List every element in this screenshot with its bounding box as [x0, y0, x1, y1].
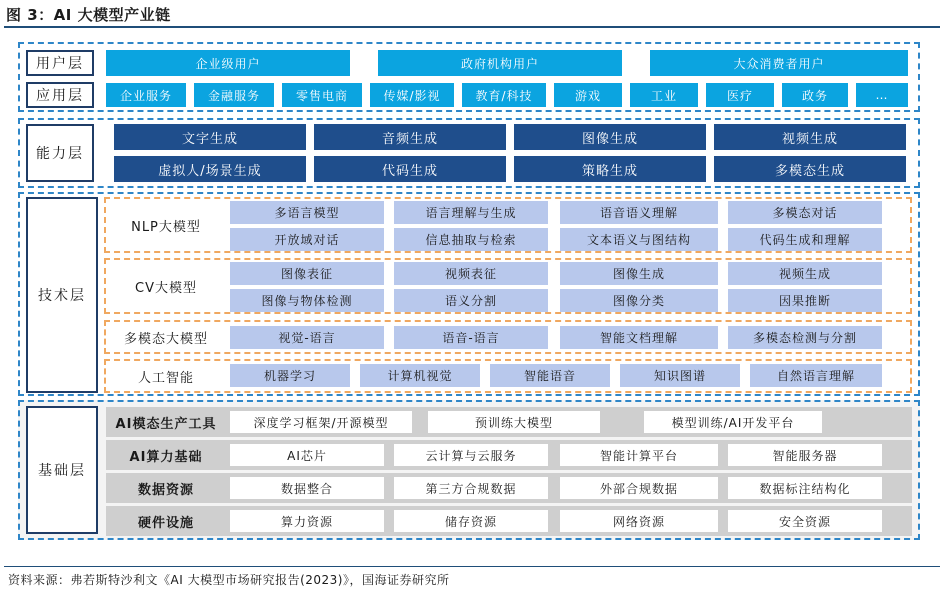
nlp-item: 语言理解与生成: [394, 201, 548, 224]
capability-item: 图像生成: [514, 124, 706, 150]
user-item: 政府机构用户: [378, 50, 622, 76]
app-item: 医疗: [706, 83, 774, 107]
cv-item: 视频表征: [394, 262, 548, 285]
compute-band-label: AI算力基础: [129, 449, 203, 465]
multimodal-group-label: 多模态大模型: [123, 331, 208, 347]
capability-item: 音频生成: [314, 124, 506, 150]
data-band-label: 数据资源: [137, 482, 194, 498]
compute-item: 智能计算平台: [560, 444, 718, 466]
base-layer-label: 基础层: [26, 406, 98, 534]
nlp-group-label: NLP大模型: [131, 219, 201, 235]
capability-item: 策略生成: [514, 156, 706, 182]
ai-group-label: 人工智能: [137, 370, 194, 386]
capability-layer-label: 能力层: [26, 124, 94, 182]
nlp-item: 开放域对话: [230, 228, 384, 251]
data-item: 数据标注结构化: [728, 477, 882, 499]
cv-item: 图像表征: [230, 262, 384, 285]
source-divider: [4, 566, 940, 567]
ai-item: 机器学习: [230, 364, 350, 387]
capability-item: 虚拟人/场景生成: [114, 156, 306, 182]
cv-group-label: CV大模型: [135, 280, 197, 296]
nlp-item: 多语言模型: [230, 201, 384, 224]
ai-item: 智能语音: [490, 364, 610, 387]
source-note: 资料来源：弗若斯特沙利文《AI 大模型市场研究报告(2023)》，国海证券研究所: [8, 573, 450, 587]
hardware-item: 网络资源: [560, 510, 718, 532]
data-item: 第三方合规数据: [394, 477, 548, 499]
tools-band-label: AI模态生产工具: [115, 416, 217, 432]
title-divider: [4, 26, 940, 28]
compute-item: 云计算与云服务: [394, 444, 548, 466]
cv-item: 视频生成: [728, 262, 882, 285]
user-item: 大众消费者用户: [650, 50, 908, 76]
nlp-item: 文本语义与图结构: [560, 228, 718, 251]
app-item: 企业服务: [106, 83, 186, 107]
app-item: 游戏: [554, 83, 622, 107]
cv-item: 图像分类: [560, 289, 718, 312]
ai-item: 计算机视觉: [360, 364, 480, 387]
app-item: 工业: [630, 83, 698, 107]
app-item: 政务: [782, 83, 848, 107]
capability-item: 代码生成: [314, 156, 506, 182]
compute-item: 智能服务器: [728, 444, 882, 466]
cv-item: 图像与物体检测: [230, 289, 384, 312]
multimodal-item: 多模态检测与分割: [728, 326, 882, 349]
cv-item: 因果推断: [728, 289, 882, 312]
multimodal-item: 视觉-语言: [230, 326, 384, 349]
ai-item: 自然语言理解: [750, 364, 882, 387]
multimodal-item: 语音-语言: [394, 326, 548, 349]
data-item: 外部合规数据: [560, 477, 718, 499]
multimodal-item: 智能文档理解: [560, 326, 718, 349]
tools-item: 深度学习框架/开源模型: [230, 411, 412, 433]
capability-item: 多模态生成: [714, 156, 906, 182]
tools-item: 预训练大模型: [428, 411, 600, 433]
hardware-item: 储存资源: [394, 510, 548, 532]
user-layer-label: 用户层: [26, 50, 94, 76]
capability-item: 文字生成: [114, 124, 306, 150]
hardware-item: 算力资源: [230, 510, 384, 532]
app-layer-label: 应用层: [26, 82, 94, 108]
app-item: 传媒/影视: [370, 83, 454, 107]
app-item: …: [856, 83, 908, 107]
nlp-item: 信息抽取与检索: [394, 228, 548, 251]
cv-item: 语义分割: [394, 289, 548, 312]
app-item: 教育/科技: [462, 83, 546, 107]
app-item: 零售电商: [282, 83, 362, 107]
tools-item: 模型训练/AI开发平台: [644, 411, 822, 433]
user-item: 企业级用户: [106, 50, 350, 76]
ai-item: 知识图谱: [620, 364, 740, 387]
hardware-item: 安全资源: [728, 510, 882, 532]
nlp-item: 多模态对话: [728, 201, 882, 224]
hardware-band-label: 硬件设施: [137, 515, 194, 531]
app-item: 金融服务: [194, 83, 274, 107]
nlp-item: 代码生成和理解: [728, 228, 882, 251]
figure-title: 图 3：AI 大模型产业链: [6, 6, 171, 24]
technology-layer-label: 技术层: [26, 197, 98, 393]
compute-item: AI芯片: [230, 444, 384, 466]
data-item: 数据整合: [230, 477, 384, 499]
capability-item: 视频生成: [714, 124, 906, 150]
cv-item: 图像生成: [560, 262, 718, 285]
nlp-item: 语音语义理解: [560, 201, 718, 224]
